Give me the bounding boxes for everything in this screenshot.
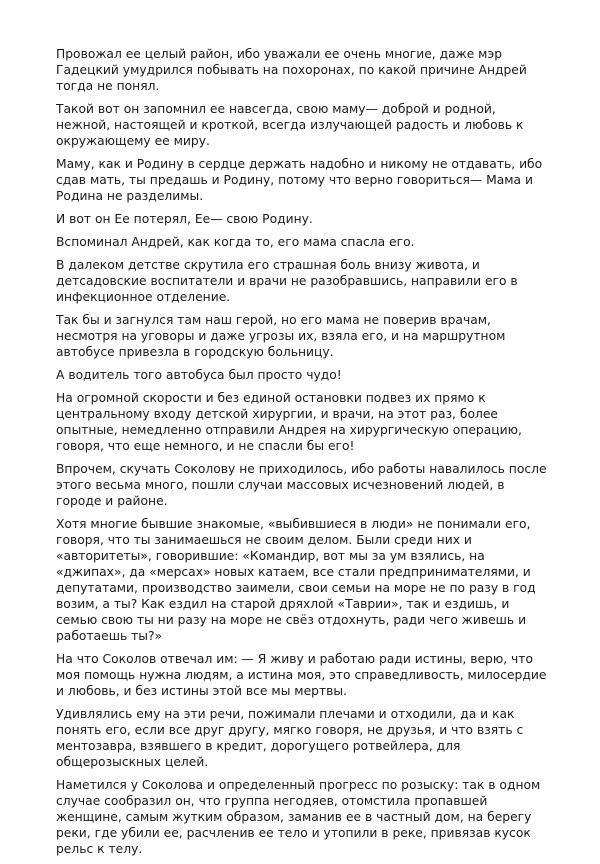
- paragraph-14: Наметился у Соколова и определенный прогресс по розыску: так в одном случае сообразил он, что группа негодяев, отомстила пропавшей женщине, самым жутким образом, заманив ее в частный дом, на берегу реки, где убили ее, расчленив ее тело и утопили в реке, привязав кусок рельс к телу.: [56, 778, 541, 856]
- paragraph-5: Вспоминал Андрей, как когда то, его мама спасла его.: [56, 235, 415, 249]
- paragraph-10: Впрочем, скучать Соколову не приходилось, ибо работы навалилось после этого весьма много, пошли случаи массовых исчезновений людей, в городе и районе.: [56, 462, 547, 508]
- paragraph-11: Хотя многие бывшие знакомые, «выбившиеся в люди» не понимали его, говоря, что ты занимаешься не своим делом. Были среди них и «авторитеты», говорившие: «Командир, вот мы за ум взялись, на «джипах», да «мерсах» новых катаем, все стали предпринимателями, и депутатами, производство заимели, свои семьи на море не по разу в год возим, а ты? Как ездил на старой дряхлой «Таврии», так и ездишь, и семью свою ты ни разу на море не свёз отдохнуть, ради чего живешь и работаешь ты?»: [56, 517, 536, 643]
- paragraph-8: А водитель того автобуса был просто чудо!: [56, 368, 342, 382]
- paragraph-6: В далеком детстве скрутила его страшная боль внизу живота, и детсадовские воспитатели и врачи не разобравшись, направили его в инфекционное отделение.: [56, 258, 518, 304]
- document-text-body: [56, 46, 548, 864]
- paragraph-9: На огромной скорости и без единой остановки подвез их прямо к центральному входу детской хирургии, и врачи, на этот раз, более опытные, немедленно отправили Андрея на хирургическую операцию, говоря, что еще немного, и не спасли бы его!: [56, 391, 522, 453]
- paragraph-13: Удивлялись ему на эти речи, пожимали плечами и отходили, да и как понять его, если все друг другу, мягко говоря, не друзья, и что взять с ментозавра, взявшего в кредит, дорогущего ротвейлера, для общерозыскных целей.: [56, 707, 524, 769]
- paragraph-7: Так бы и загнулся там наш герой, но его мама не поверив врачам, несмотря на уговоры и даже угрозы их, взяла его, и на маршрутном автобусе привезла в городскую больницу.: [56, 313, 506, 359]
- paragraph-12: На что Соколов отвечал им: — Я живу и работаю ради истины, верю, что моя помощь нужна людям, а истина моя, это справедливость, милосердие и любовь, и без истины этой все мы мертвы.: [56, 652, 547, 698]
- paragraph-2: Такой вот он запомнил ее навсегда, свою маму— доброй и родной, нежной, настоящей и кроткой, всегда излучающей радость и любовь к окружающему ее миру.: [56, 102, 524, 148]
- paragraph-1: Провожал ее целый район, ибо уважали ее очень многие, даже мэр Гадецкий умудрился побывать на похоронах, по какой причине Андрей тогда не понял.: [56, 47, 527, 93]
- paragraph-4: И вот он Ее потерял, Ее— свою Родину.: [56, 212, 313, 226]
- paragraph-3: Маму, как и Родину в сердце держать надобно и никому не отдавать, ибо сдав мать, ты предашь и Родину, потому что верно говориться— Мама и Родина не разделимы.: [56, 157, 543, 203]
